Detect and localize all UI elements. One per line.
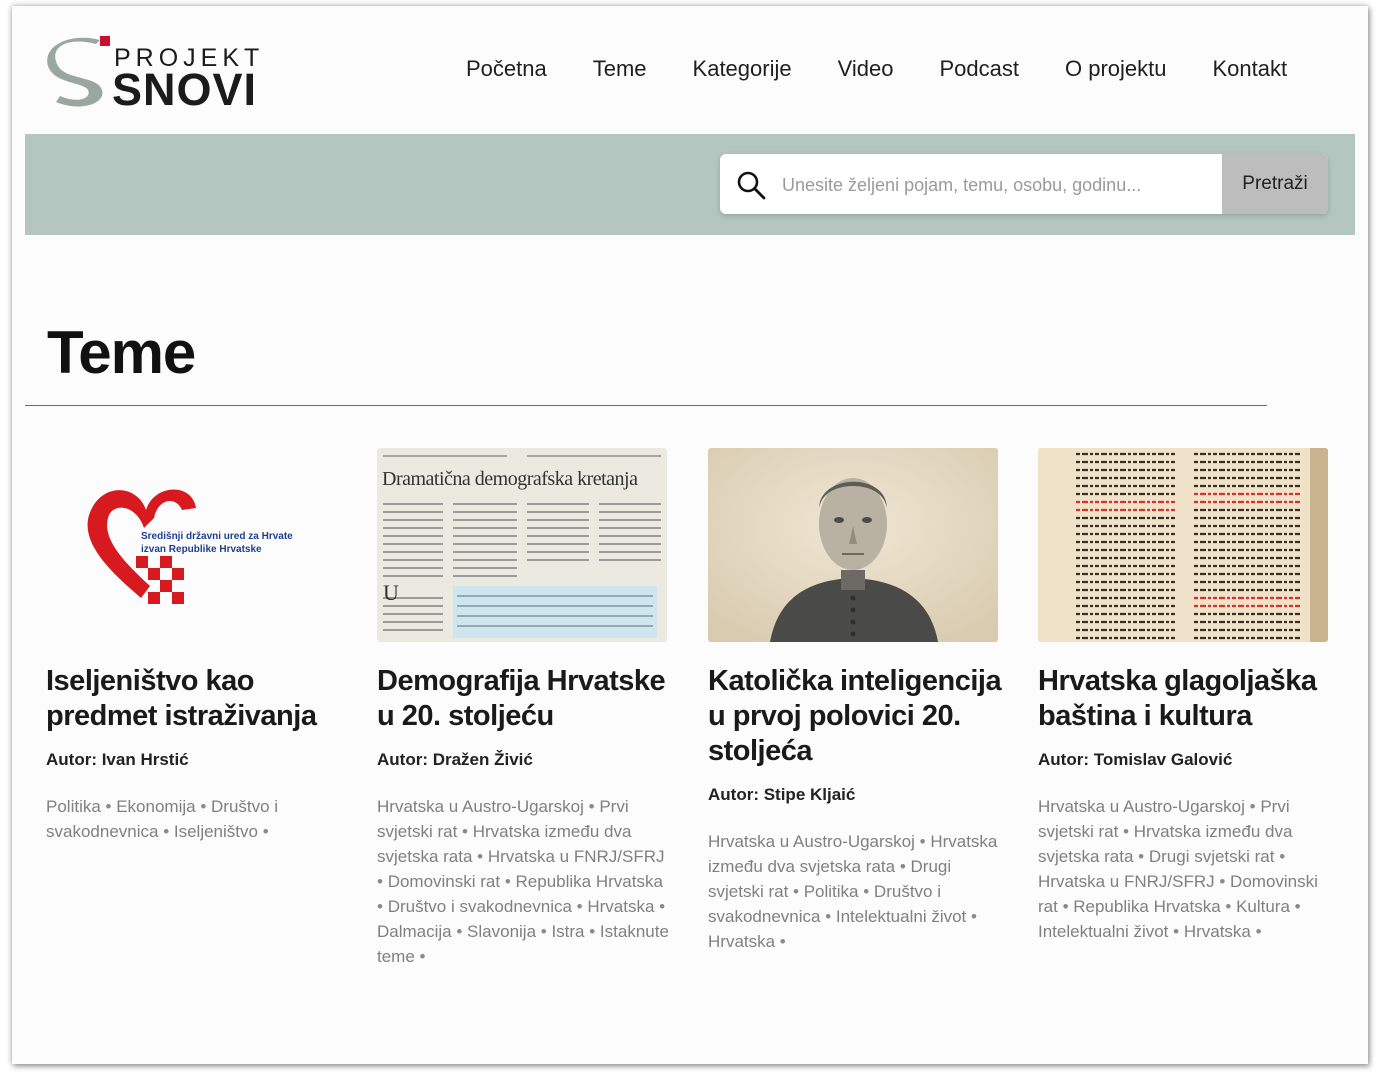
svg-text:U: U <box>383 580 399 605</box>
search-button[interactable]: Pretraži <box>1222 154 1328 214</box>
nav-kategorije[interactable]: Kategorije <box>692 56 792 81</box>
tag-link[interactable]: Domovinski rat <box>1038 872 1318 916</box>
tag-separator: • <box>472 847 488 866</box>
tag-separator: • <box>1057 897 1074 916</box>
tag-separator: • <box>1214 872 1231 891</box>
tag-separator: • <box>775 932 786 951</box>
tag-link[interactable]: Domovinski rat <box>387 872 501 891</box>
search-box <box>720 154 1328 214</box>
browser-frame <box>12 6 1368 1064</box>
tag-separator: • <box>1168 922 1184 941</box>
tag-link[interactable]: Slavonija <box>467 922 537 941</box>
tag-link[interactable]: Kultura <box>1236 897 1290 916</box>
tag-separator: • <box>584 922 600 941</box>
tag-separator: • <box>158 822 174 841</box>
tag-link[interactable]: Iseljeništvo <box>173 822 258 841</box>
card-tags <box>46 794 338 844</box>
tag-link[interactable]: Intelektualni život <box>835 907 967 926</box>
card-author: Autor: Ivan Hrstić <box>46 750 189 769</box>
tag-link[interactable]: Republika Hrvatska <box>1073 897 1221 916</box>
tag-separator: • <box>536 922 552 941</box>
card-title[interactable]: Demografija Hrvatske u 20. stoljeću <box>377 665 666 732</box>
tag-link[interactable]: Hrvatska u FNRJ/SFRJ <box>1038 872 1215 891</box>
tag-separator: • <box>914 832 931 851</box>
tag-link[interactable]: Hrvatska u Austro-Ugarskoj <box>377 797 584 816</box>
glagolitic-manuscript-image <box>1038 448 1328 642</box>
card-image[interactable] <box>377 448 667 642</box>
topic-card[interactable] <box>708 448 1008 954</box>
tag-separator: • <box>1250 922 1262 941</box>
tag-separator: • <box>1220 897 1237 916</box>
title-divider <box>25 405 1267 406</box>
topic-card[interactable] <box>377 448 677 969</box>
tag-link[interactable]: Hrvatska između dva svjetska rata <box>377 822 632 866</box>
tag-separator: • <box>966 907 977 926</box>
tag-separator: • <box>895 857 911 876</box>
card-title[interactable]: Iseljeništvo kao predmet istraživanja <box>46 665 317 732</box>
logo-s-icon <box>46 36 116 112</box>
tag-link[interactable]: Prvi svjetski rat <box>1038 797 1290 841</box>
topic-card[interactable] <box>1038 448 1338 944</box>
tag-link[interactable]: Drugi svjetski rat <box>708 857 952 901</box>
nav-kontakt[interactable]: Kontakt <box>1212 56 1288 81</box>
logo-snovi-text: SNOVI <box>112 64 258 115</box>
card-image-caption: Središnji državni ured za Hrvate izvan Republike Hrvatske <box>141 531 293 555</box>
card-author: Autor: Tomislav Galović <box>1038 750 1233 769</box>
tag-separator: • <box>257 822 269 841</box>
tag-link[interactable]: Društvo i svakodnevnica <box>46 797 279 841</box>
card-image[interactable] <box>708 448 998 642</box>
card-image[interactable] <box>46 448 336 642</box>
tag-separator: • <box>377 872 388 891</box>
site-header <box>12 6 1368 134</box>
tag-link[interactable]: Intelektualni život <box>1038 922 1169 941</box>
page-title: Teme <box>47 319 196 386</box>
nav-pocetna[interactable]: Početna <box>466 56 547 81</box>
tag-separator: • <box>1244 797 1261 816</box>
card-tags <box>377 794 669 969</box>
card-author: Autor: Dražen Živić <box>377 750 533 769</box>
tag-link[interactable]: Drugi svjetski rat <box>1148 847 1275 866</box>
card-author: Autor: Stipe Kljaić <box>708 785 856 804</box>
newspaper-columns-image <box>377 448 667 642</box>
tag-link[interactable]: Dalmacija <box>377 922 452 941</box>
tag-link[interactable]: Politika <box>46 797 101 816</box>
tag-link[interactable]: Hrvatska u FNRJ/SFRJ <box>487 847 665 866</box>
tag-link[interactable]: Hrvatska <box>1183 922 1251 941</box>
tag-separator: • <box>571 897 588 916</box>
nav-podcast[interactable]: Podcast <box>939 56 1019 81</box>
card-title[interactable]: Katolička inteligencija u prvoj polovici 20. stoljeća <box>708 665 1002 767</box>
tag-separator: • <box>377 897 388 916</box>
magnifier-icon <box>736 170 766 200</box>
priest-portrait-image <box>708 448 998 642</box>
tag-separator: • <box>1274 847 1286 866</box>
nav-o-projektu[interactable]: O projektu <box>1064 56 1167 81</box>
tag-link[interactable]: Republika Hrvatska <box>515 872 663 891</box>
tag-separator: • <box>1118 822 1134 841</box>
tag-separator: • <box>100 797 117 816</box>
tag-link[interactable]: Hrvatska <box>708 932 776 951</box>
tag-separator: • <box>1289 897 1301 916</box>
nav-video[interactable]: Video <box>837 56 894 81</box>
tag-separator: • <box>820 907 836 926</box>
tag-link[interactable]: Istaknute teme <box>377 922 669 966</box>
newspaper-headline: Dramatična demografska kretanja <box>382 468 638 490</box>
search-band <box>25 134 1355 235</box>
tag-separator: • <box>654 897 666 916</box>
tag-separator: • <box>500 872 516 891</box>
tag-link[interactable]: Ekonomija <box>116 797 196 816</box>
card-image[interactable] <box>1038 448 1328 642</box>
card-title[interactable]: Hrvatska glagoljaška baština i kultura <box>1038 665 1317 732</box>
tag-link[interactable]: Politika <box>803 882 859 901</box>
topic-card[interactable] <box>46 448 346 844</box>
tag-link[interactable]: Hrvatska između dva svjetska rata <box>708 832 998 876</box>
tag-separator: • <box>451 922 468 941</box>
tag-link[interactable]: Hrvatska <box>587 897 655 916</box>
tag-separator: • <box>1133 847 1149 866</box>
tag-link[interactable]: Hrvatska u Austro-Ugarskoj <box>708 832 915 851</box>
logo-projekt-text: PROJEKT <box>114 44 265 72</box>
tag-separator: • <box>195 797 211 816</box>
tag-separator: • <box>788 882 804 901</box>
search-input[interactable] <box>780 154 1214 214</box>
tag-separator: • <box>414 947 426 966</box>
card-tags <box>708 829 1000 954</box>
tag-separator: • <box>457 822 473 841</box>
nav-teme[interactable]: Teme <box>592 56 647 81</box>
main-nav <box>466 56 1287 82</box>
tag-link[interactable]: Istra <box>551 922 585 941</box>
card-tags <box>1038 794 1330 944</box>
tag-link[interactable]: Prvi svjetski rat <box>377 797 629 841</box>
tag-link[interactable]: Hrvatska između dva svjetska rata <box>1038 822 1293 866</box>
site-logo[interactable] <box>46 36 286 116</box>
tag-link[interactable]: Društvo i svakodnevnica <box>387 897 572 916</box>
tag-separator: • <box>858 882 874 901</box>
tag-link[interactable]: Društvo i svakodnevnica <box>708 882 941 926</box>
tag-link[interactable]: Hrvatska u Austro-Ugarskoj <box>1038 797 1245 816</box>
tag-separator: • <box>583 797 600 816</box>
